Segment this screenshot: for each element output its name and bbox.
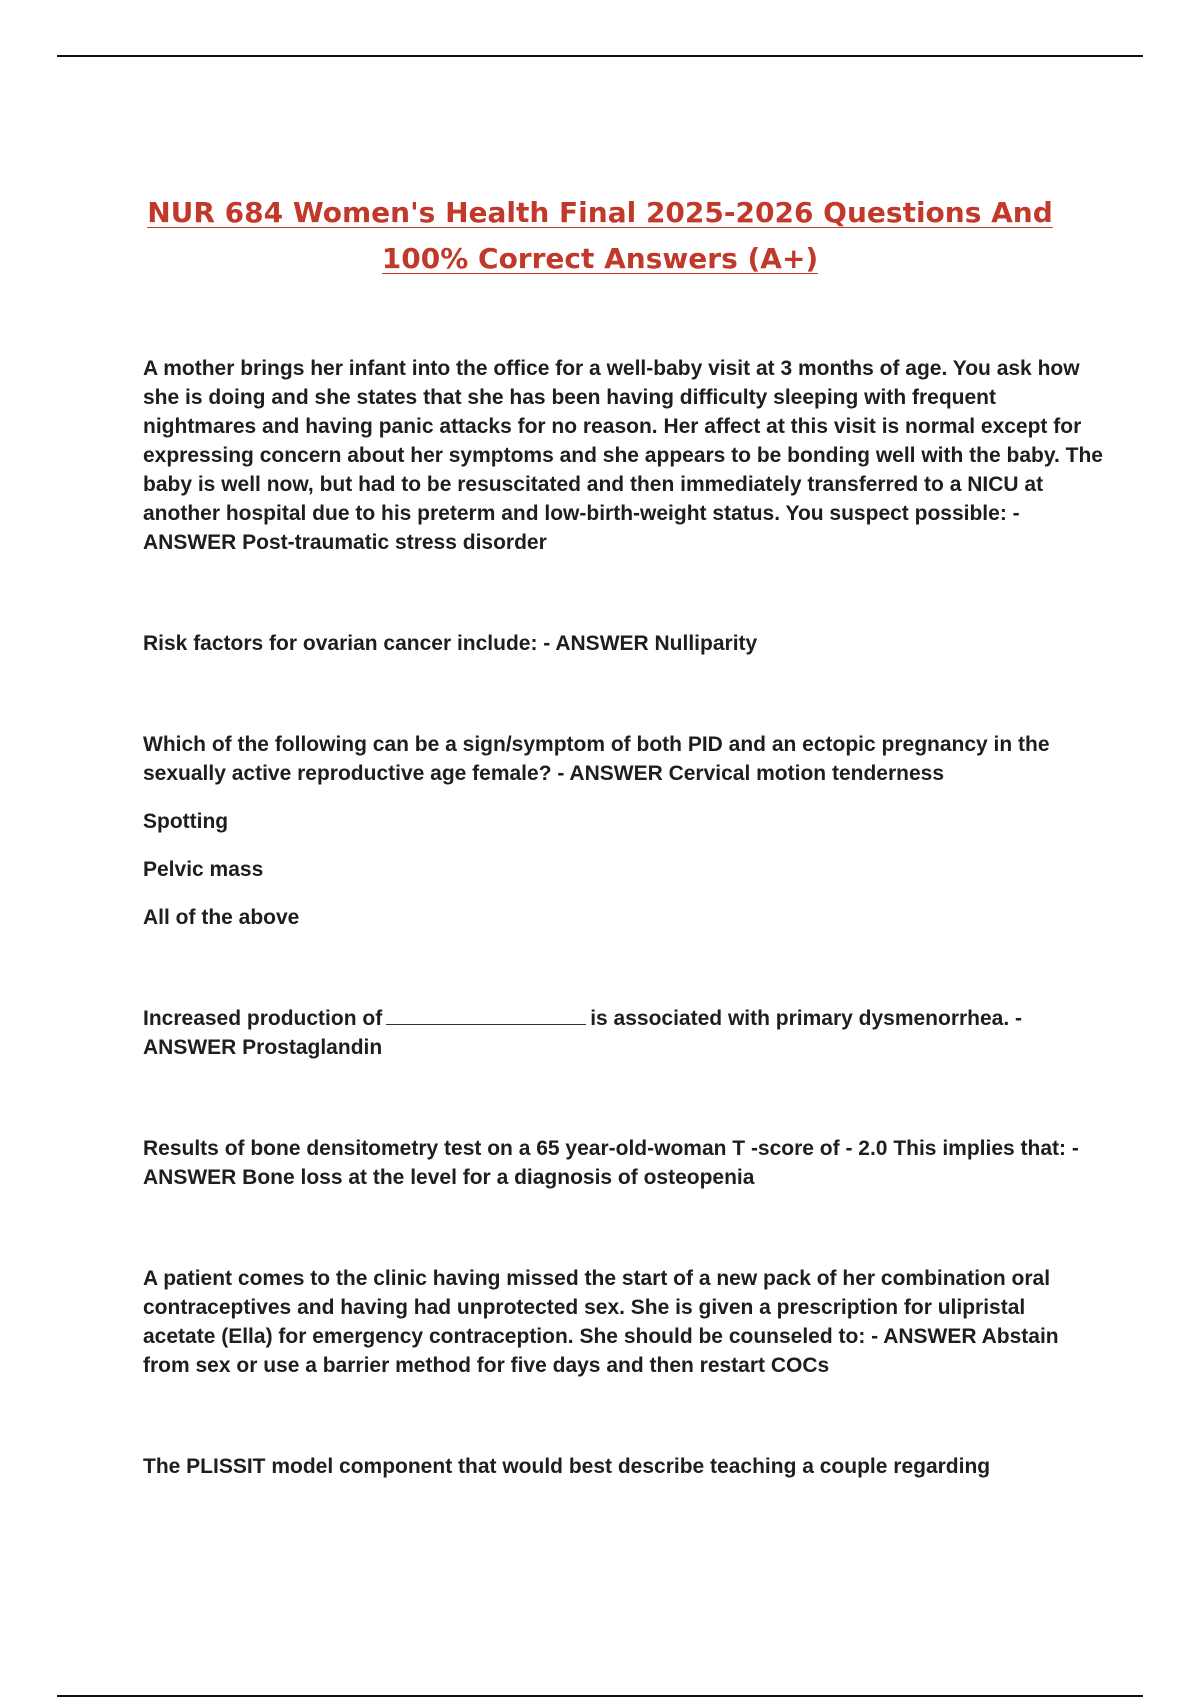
question-7: The PLISSIT model component that would best describe teaching a couple regarding [143, 1455, 991, 1478]
top-rule [57, 55, 1143, 57]
question-1: A mother brings her infant into the office for a well-baby visit at 3 months of age. You ask how she is doing and she states that she has been having difficulty sleeping with frequent nightmares and having panic attacks for no reason. Her affect at this visit is normal except for expressing concern about her symptoms and she appears to be bonding well with the baby. The baby is well now, but had to be resuscitated and then immediately transferred to a NICU at another hospital due to his preterm and low-birth-weight status. You suspect possible: - ANSWER Post-traumatic stress disorder [143, 357, 1103, 554]
question-4 [143, 1004, 1103, 1062]
question-6: A patient comes to the clinic having missed the start of a new pack of her combination oral contraceptives and having had unprotected sex. She is given a prescription for ulipristal acetate (Ella) for emergency contraception. She should be counseled to: - ANSWER Abstain from sex or use a barrier method for five days and then restart COCs [143, 1267, 1059, 1377]
bottom-rule [57, 1695, 1143, 1697]
fill-in-blank [386, 1004, 586, 1025]
question-2: Risk factors for ovarian cancer include: - ANSWER Nulliparity [143, 632, 758, 655]
title-line-1: NUR 684 Women's Health Final 2025-2026 Questions And [147, 196, 1053, 229]
question-3-option-2: Pelvic mass [143, 858, 264, 881]
page-title [100, 190, 1100, 282]
question-3-option-1: Spotting [143, 810, 229, 833]
question-3: Which of the following can be a sign/symptom of both PID and an ectopic pregnancy in the sexually active reproductive age female? - ANSWER Cervical motion tenderness [143, 733, 1050, 785]
title-line-2: 100% Correct Answers (A+) [381, 242, 819, 275]
question-4-text-after: is associated with primary dysmenorrhea. - ANSWER Prostaglandin [143, 1007, 1023, 1059]
question-3-option-3: All of the above [143, 906, 300, 929]
question-5: Results of bone densitometry test on a 65 year-old-woman T -score of - 2.0 This implies that: - ANSWER Bone loss at the level for a diagnosis of osteopenia [143, 1137, 1079, 1189]
question-4-text-before: Increased production of [143, 1007, 383, 1030]
questions-body [143, 354, 1103, 1481]
